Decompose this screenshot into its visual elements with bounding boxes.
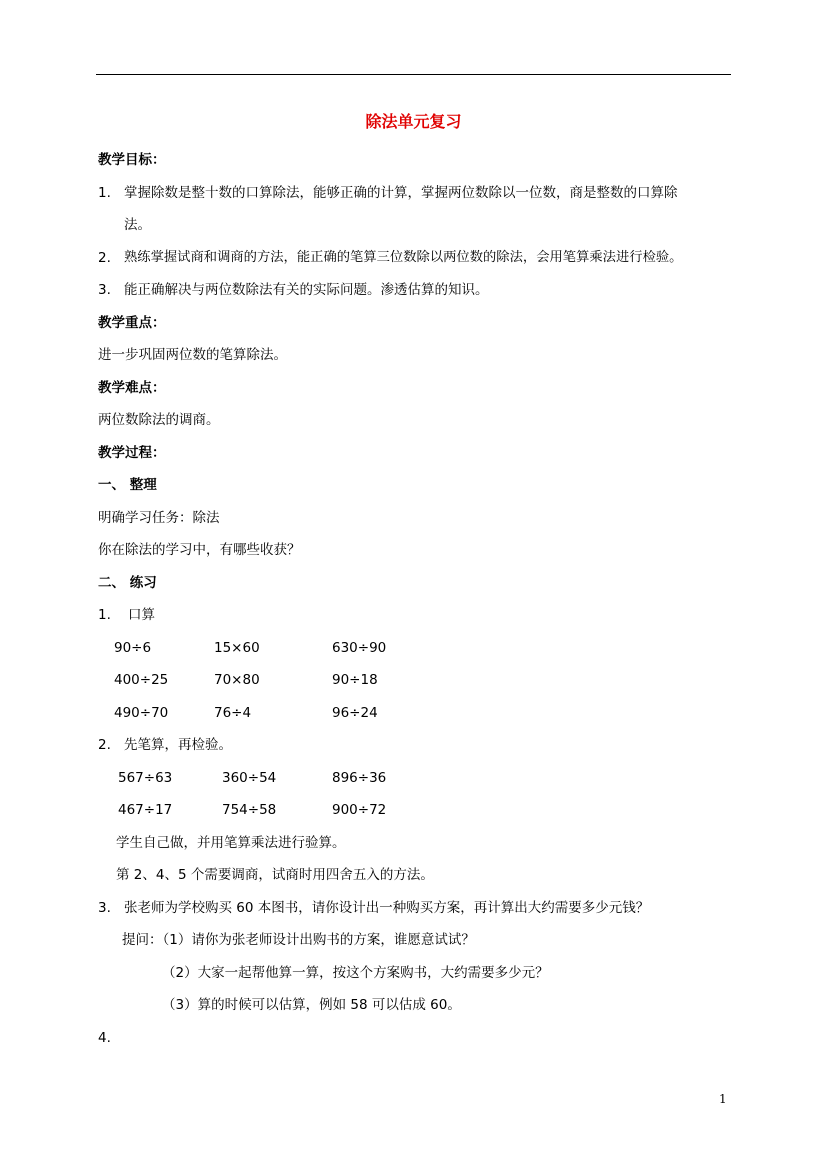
difficulty-heading: 教学难点： xyxy=(98,380,166,396)
goal-3-number: 3. xyxy=(98,282,111,298)
oral-item: 490÷70 xyxy=(114,705,169,721)
exercise-2-label: 先笔算，再检验。 xyxy=(124,737,232,753)
written-item: 896÷36 xyxy=(332,770,387,786)
oral-item: 76÷4 xyxy=(214,705,252,721)
difficulty-text: 两位数除法的调商。 xyxy=(98,412,220,428)
goals-heading: 教学目标： xyxy=(98,152,166,168)
exercise-3-question-1: 提问：（1）请你为张老师设计出购书的方案，谁愿意试试？ xyxy=(122,932,475,948)
written-item: 467÷17 xyxy=(118,802,173,818)
exercise-1-number: 1. xyxy=(98,607,111,623)
exercise-3-question-2: （2）大家一起帮他算一算，按这个方案购书，大约需要多少元？ xyxy=(162,965,549,981)
process-heading: 教学过程： xyxy=(98,445,166,461)
exercise-4-number: 4. xyxy=(98,1030,111,1046)
page-number: 1 xyxy=(719,1092,727,1106)
section-2-heading: 二、 练习 xyxy=(98,575,157,591)
exercise-2-note-1: 学生自己做，并用笔算乘法进行验算。 xyxy=(116,835,346,851)
written-item: 754÷58 xyxy=(222,802,277,818)
key-point-heading: 教学重点： xyxy=(98,315,166,331)
oral-item: 90÷18 xyxy=(332,672,378,688)
page-title: 除法单元复习 xyxy=(365,112,462,131)
goal-1-line-2: 法。 xyxy=(124,217,151,233)
goal-2-number: 2. xyxy=(98,250,111,266)
exercise-3-text: 张老师为学校购买 60 本图书，请你设计出一种购买方案，再计算出大约需要多少元钱？ xyxy=(124,900,650,916)
written-item: 360÷54 xyxy=(222,770,277,786)
key-point-text: 进一步巩固两位数的笔算除法。 xyxy=(98,347,287,363)
oral-item: 90÷6 xyxy=(114,640,152,656)
oral-item: 70×80 xyxy=(214,672,260,688)
exercise-3-question-3: （3）算的时候可以估算，例如 58 可以估成 60。 xyxy=(162,997,461,1013)
section-1-heading: 一、 整理 xyxy=(98,477,157,493)
header-rule xyxy=(96,74,731,75)
written-item: 567÷63 xyxy=(118,770,173,786)
exercise-2-note-2: 第 2、4、5 个需要调商，试商时用四舍五入的方法。 xyxy=(116,867,434,883)
goal-2: 熟练掌握试商和调商的方法，能正确的笔算三位数除以两位数的除法，会用笔算乘法进行检验。 xyxy=(124,250,683,265)
oral-item: 400÷25 xyxy=(114,672,169,688)
exercise-3-number: 3. xyxy=(98,900,111,916)
goal-3: 能正确解决与两位数除法有关的实际问题。渗透估算的知识。 xyxy=(124,282,489,298)
written-item: 900÷72 xyxy=(332,802,387,818)
goal-1-number: 1. xyxy=(98,185,111,201)
section-1-line-1: 明确学习任务：除法 xyxy=(98,510,220,526)
oral-item: 630÷90 xyxy=(332,640,387,656)
section-1-line-2: 你在除法的学习中，有哪些收获？ xyxy=(98,542,301,558)
exercise-1-label: 口算 xyxy=(128,607,155,623)
goal-1-line-1: 掌握除数是整十数的口算除法，能够正确的计算，掌握两位数除以一位数，商是整数的口算除 xyxy=(124,185,678,201)
oral-item: 15×60 xyxy=(214,640,260,656)
exercise-2-number: 2. xyxy=(98,737,111,753)
oral-item: 96÷24 xyxy=(332,705,378,721)
